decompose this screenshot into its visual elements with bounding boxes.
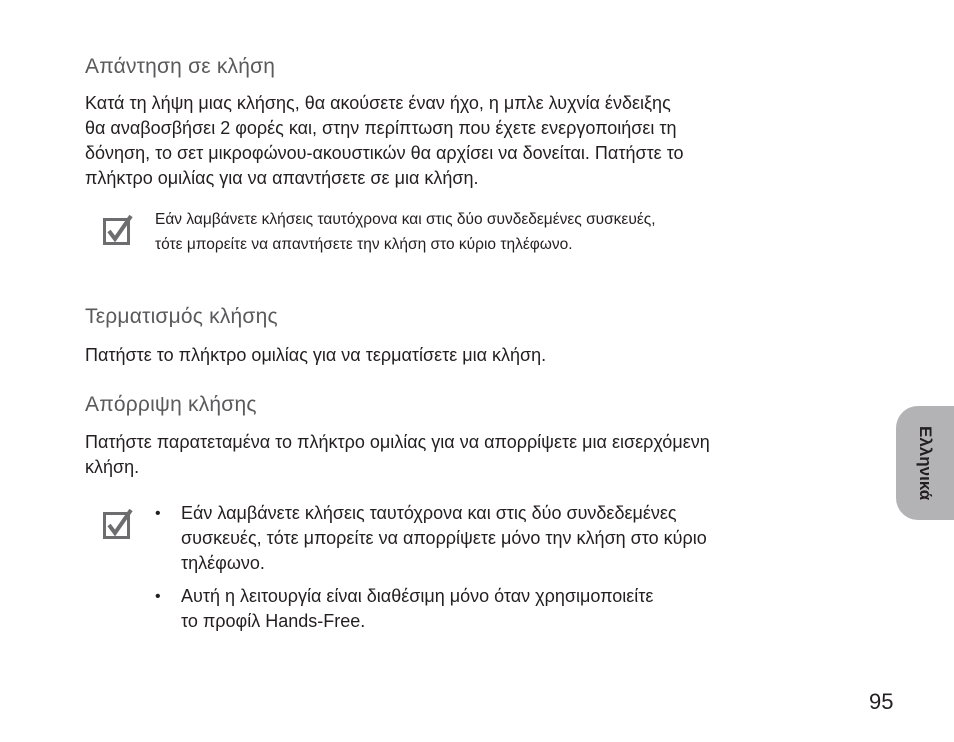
checkmark-box-icon bbox=[103, 215, 133, 245]
note-line: Εάν λαμβάνετε κλήσεις ταυτόχρονα και στις δύο συνδεδεμένες συσκευές, bbox=[155, 211, 656, 228]
language-label: Ελληνικά bbox=[916, 425, 935, 501]
section-body-answer-call bbox=[85, 91, 875, 191]
note-bullet-list bbox=[155, 501, 875, 642]
bullet-line: συσκευές, τότε μπορείτε να απορρίψετε μόνο την κλήση στο κύριο bbox=[181, 528, 707, 548]
body-line: θα αναβοσβήσει 2 φορές και, στην περίπτωση που έχετε ενεργοποιήσει τη bbox=[85, 118, 677, 138]
language-side-tab-label bbox=[896, 406, 954, 520]
page-number: 95 bbox=[869, 689, 894, 714]
checkmark-box-icon bbox=[103, 509, 133, 539]
body-line: πλήκτρο ομιλίας για να απαντήσετε σε μια κλήση. bbox=[85, 168, 479, 188]
body-line: κλήση. bbox=[85, 457, 140, 477]
body-line: Πατήστε παρατεταμένα το πλήκτρο ομιλίας για να απορρίψετε μια εισερχόμενη bbox=[85, 432, 710, 452]
body-line: Κατά τη λήψη μιας κλήσης, θα ακούσετε έναν ήχο, η μπλε λυχνία ένδειξης bbox=[85, 93, 671, 113]
bullet-line: • Αυτή η λειτουργία είναι διαθέσιμη μόνο όταν χρησιμοποιείτε bbox=[181, 586, 654, 606]
bullet-line: τηλέφωνο. bbox=[181, 553, 265, 573]
section-body-end-call bbox=[85, 343, 875, 368]
body-line: Πατήστε το πλήκτρο ομιλίας για να τερματίσετε μια κλήση. bbox=[85, 345, 547, 365]
section-heading-reject-call: Απόρριψη κλήσης bbox=[85, 393, 257, 416]
bullet-line: το προφίλ Hands-Free. bbox=[181, 611, 366, 631]
note-answer-call bbox=[155, 207, 855, 257]
bullet-line: • Εάν λαμβάνετε κλήσεις ταυτόχρονα και στις δύο συνδεδεμένες bbox=[181, 503, 677, 523]
note-bullet-item bbox=[155, 501, 875, 576]
note-bullet-item bbox=[155, 584, 875, 634]
body-line: δόνηση, το σετ μικροφώνου-ακουστικών θα αρχίσει να δονείται. Πατήστε το bbox=[85, 143, 684, 163]
note-line: τότε μπορείτε να απαντήσετε την κλήση στο κύριο τηλέφωνο. bbox=[155, 236, 573, 253]
section-heading-answer-call: Απάντηση σε κλήση bbox=[85, 55, 276, 78]
section-body-reject-call bbox=[85, 430, 885, 480]
section-heading-end-call: Τερματισμός κλήσης bbox=[85, 305, 278, 328]
